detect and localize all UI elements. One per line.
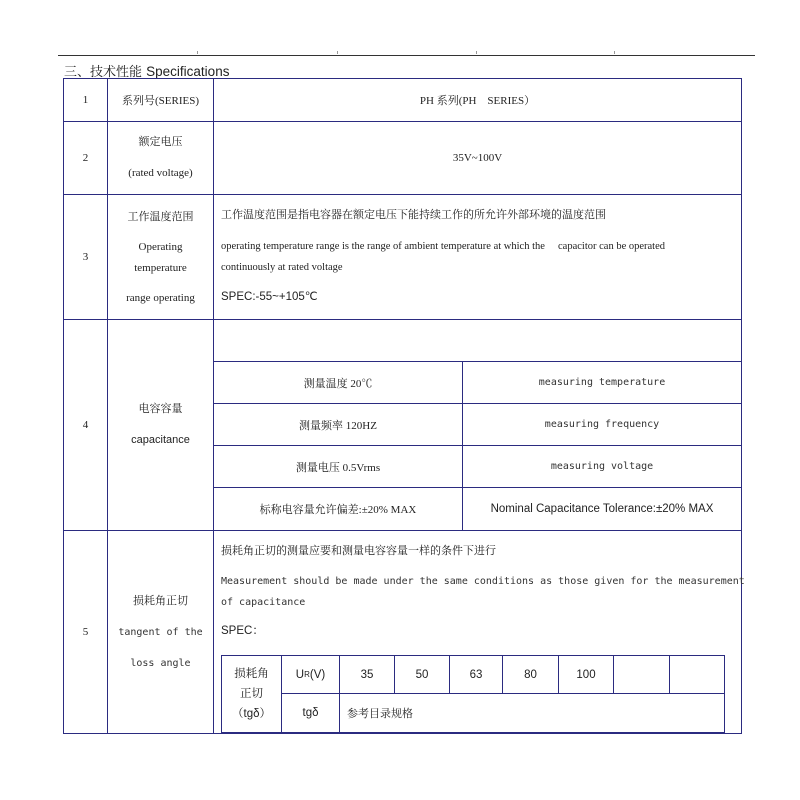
row4-item4-en: Nominal Capacitance Tolerance:±20% MAX	[463, 488, 742, 531]
header-rule	[58, 55, 755, 56]
voltage-cell-7	[670, 656, 725, 694]
row3-number: 3	[64, 195, 108, 320]
row4-item2-cn: 测量频率 120HZ	[214, 404, 463, 446]
row2-value: 35V~100V	[214, 122, 742, 195]
tg-table	[221, 655, 725, 733]
row5-label-en2: loss angle	[130, 657, 191, 669]
voltage-cell-4: 80	[503, 656, 559, 694]
spec-table	[63, 78, 745, 734]
row5-number: 5	[64, 531, 108, 734]
row5-desc-text	[221, 541, 745, 642]
row1-value: PH 系列(PH SERIES）	[214, 79, 742, 122]
tg-head: 损耗角 正切 （tgδ）	[222, 656, 282, 733]
row3-desc-text	[221, 205, 741, 308]
tg-label: tgδ	[282, 694, 340, 733]
voltage-cell-1: 35	[340, 656, 395, 694]
row2-label-cn: 额定电压	[138, 136, 183, 148]
row5-label	[108, 531, 214, 734]
row3-spec: SPEC:-55~+105℃	[221, 291, 318, 303]
row3-label	[108, 195, 214, 320]
row4-label	[108, 320, 214, 531]
row3-label-en1: Operating	[138, 240, 183, 253]
row3-desc-en1: operating temperature range is the range of ambient temperature at which the capacitor can be operated	[221, 241, 665, 252]
row3-desc-cn: 工作温度范围是指电容器在额定电压下能持续工作的所允许外部环境的温度范围	[221, 209, 606, 221]
row5-desc-cn: 损耗角正切的测量应要和测量电容容量一样的条件下进行	[221, 545, 496, 557]
voltage-cell-6	[614, 656, 670, 694]
voltage-cell-3: 63	[450, 656, 503, 694]
row4-item4-cn: 标称电容量允许偏差:±20% MAX	[214, 488, 463, 531]
row4-item3-en: measuring voltage	[463, 446, 742, 488]
row3-label-en3: range operating	[126, 291, 195, 304]
row5-desc-en1: Measurement should be made under the same conditions as those given for the measurement	[221, 576, 745, 587]
row1-number: 1	[64, 79, 108, 122]
tg-value: 参考目录规格	[340, 694, 725, 733]
row3-label-cn: 工作温度范围	[127, 210, 194, 223]
row4-number: 4	[64, 320, 108, 531]
row2-number: 2	[64, 122, 108, 195]
row3-desc-en2: continuously at rated voltage	[221, 262, 343, 273]
row5-spec: SPEC：	[221, 625, 264, 637]
row2-label-en: (rated voltage)	[128, 167, 193, 179]
row4-label-cn: 电容容量	[138, 403, 183, 415]
row2-label	[108, 122, 214, 195]
row4-item3-cn: 测量电压 0.5Vrms	[214, 446, 463, 488]
voltage-cell-2: 50	[395, 656, 450, 694]
row5-label-cn: 损耗角正切	[132, 594, 188, 607]
row1-label: 系列号(SERIES)	[108, 79, 214, 122]
row5-desc-en2: of capacitance	[221, 597, 306, 608]
row5-label-en1: tangent of the	[118, 626, 203, 638]
row4-item2-en: measuring frequency	[463, 404, 742, 446]
row4-label-en: capacitance	[131, 434, 190, 446]
heading-cn: 三、技术性能	[64, 65, 143, 80]
row3-label-en2: temperature	[134, 261, 187, 274]
row4-item1-en: measuring temperature	[463, 362, 742, 404]
row4-blank	[214, 320, 742, 362]
voltage-cell-5: 100	[559, 656, 614, 694]
row4-item1-cn: 测量温度 20℃	[214, 362, 463, 404]
ur-label: U R (V)	[282, 656, 340, 694]
heading-en: Specifications	[146, 64, 230, 79]
